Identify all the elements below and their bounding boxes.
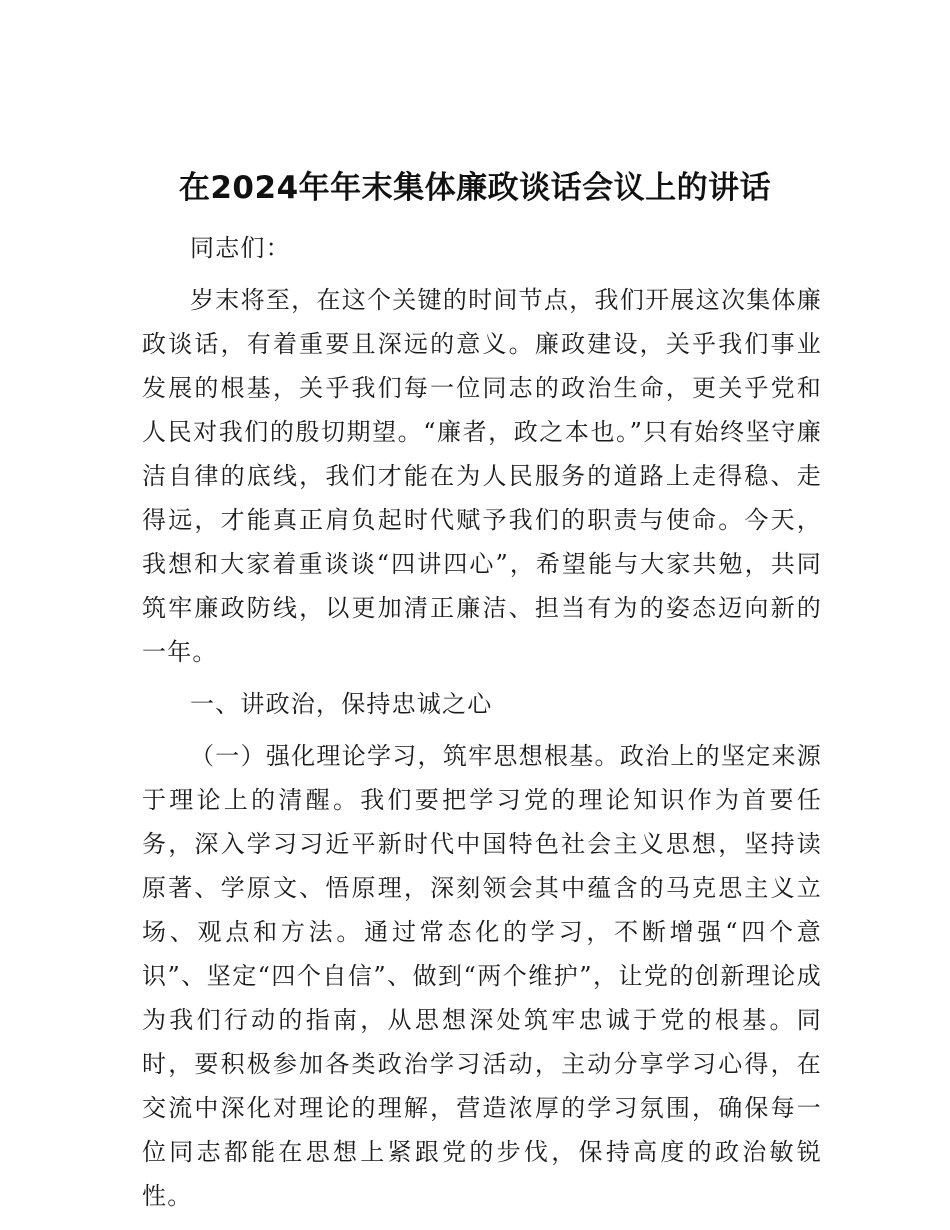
- section-heading: 一、讲政治，保持忠诚之心: [190, 690, 493, 718]
- subsection-paragraph: （一）强化理论学习，筑牢思想根基。政治上的坚定来源于理论上的清醒。我们要把学习党的理论知识作为首要任务，深入学习习近平新时代中国特色社会主义思想，坚持读原著、学原文、悟原理，深刻领会其中蕴含的马克思主义立场、观点和方法。通过常态化的学习，不断增强“四个意识”、坚定“四个自信”、做到“两个维护”，让党的创新理论成为我们行动的指南，从思想深处筑牢忠诚于党的根基。同时，要积极参加各类政治学习活动，主动分享学习心得，在交流中深化对理论的理解，营造浓厚的学习氛围，确保每一位同志都能在思想上紧跟党的步伐，保持高度的政治敏锐性。: [142, 742, 822, 1210]
- document-body: [142, 226, 822, 1226]
- document-title: 在2024年年末集体廉政谈话会议上的讲话: [178, 170, 772, 206]
- intro-paragraph: 岁末将至，在这个关键的时间节点，我们开展这次集体廉政谈话，有着重要且深远的意义。廉政建设，关乎我们事业发展的根基，关乎我们每一位同志的政治生命，更关乎党和人民对我们的殷切期望。“廉者，政之本也。”只有始终坚守廉洁自律的底线，我们才能在为人民服务的道路上走得稳、走得远，才能真正肩负起时代赋予我们的职责与使命。今天，我想和大家着重谈谈“四讲四心”，希望能与大家共勉，共同筑牢廉政防线，以更加清正廉洁、担当有为的姿态迈向新的一年。: [142, 286, 822, 666]
- salutation: 同志们：: [190, 234, 291, 262]
